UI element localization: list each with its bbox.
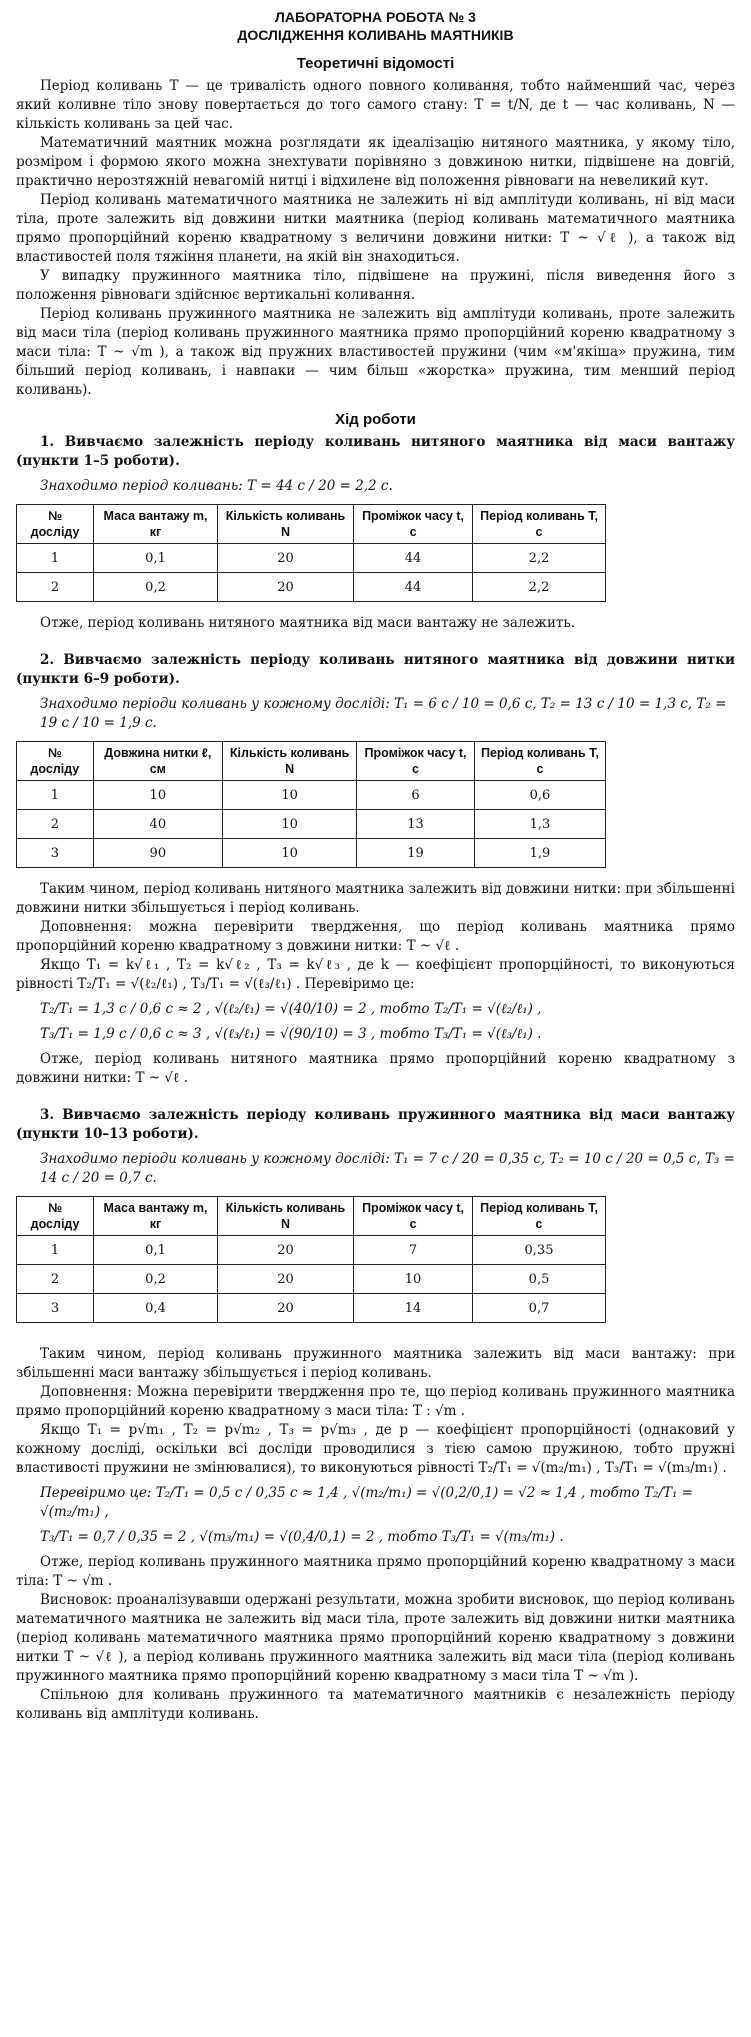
table-cell: 0,1	[94, 1236, 218, 1265]
theory-paragraph-period: Період коливань T — це тривалість одного повного коливання, тобто найменший час, через який коливне тіло знову повертається до того самого стану: T = t/N, де t — час коливань, N — кількість коливань за цей час.	[16, 78, 735, 132]
table-row	[17, 810, 606, 839]
table-header-row	[17, 505, 606, 544]
column-header: Кількість коливань N	[217, 505, 353, 544]
table-cell: 7	[354, 1236, 473, 1265]
step2-conclusion: Таким чином, період коливань нитяного маятника залежить від довжини нитки: при збільшенні довжини нитки збільшується і період коливань.	[16, 881, 735, 916]
table-cell: 40	[93, 810, 222, 839]
page-title: ЛАБОРАТОРНА РОБОТА № 3	[275, 9, 476, 25]
step3-hypothesis: Якщо T₁ = p√m₁ , T₂ = p√m₂ , T₃ = p√m₃ , де p — коефіцієнт пропорційності (однаковий у кожному досліді, оскільки всі досліди проводилися з тією самою пружиною, тобто пружні властивості пружини не змінювалися), то виконуються рівності T₂/T₁ = √(m₂/m₁) , T₃/T₁ = √(m₃/m₁) .	[16, 1422, 735, 1476]
table-row	[17, 1265, 606, 1294]
column-header: Проміжок часу t, с	[357, 742, 475, 781]
table-spring-mass	[16, 1196, 606, 1323]
column-header: Маса вантажу m, кг	[94, 505, 218, 544]
table-cell: 1	[17, 781, 94, 810]
table-row	[17, 573, 606, 602]
work-final-note: Спільною для коливань пружинного та математичного маятників є незалежність періоду коливань від амплітуди коливань.	[16, 1687, 735, 1722]
step2-check-1: T₂/T₁ = 1,3 с / 0,6 с ≈ 2 , √(ℓ₂/ℓ₁) = √(40/10) = 2 , тобто T₂/T₁ = √(ℓ₂/ℓ₁) ,	[40, 1001, 542, 1017]
table-cell: 20	[217, 1294, 353, 1323]
table-cell: 6	[357, 781, 475, 810]
table-cell: 13	[357, 810, 475, 839]
column-header: № досліду	[17, 505, 94, 544]
table-cell: 2	[17, 1265, 94, 1294]
step3-conclusion: Таким чином, період коливань пружинного маятника залежить від маси вантажу: при збільшенні маси вантажу збільшується і період коливань.	[16, 1346, 735, 1381]
column-header: Довжина нитки ℓ, см	[93, 742, 222, 781]
table-row	[17, 839, 606, 868]
table-cell: 14	[354, 1294, 473, 1323]
table-cell: 44	[354, 544, 473, 573]
table-cell: 1,9	[474, 839, 605, 868]
column-header: Маса вантажу m, кг	[94, 1197, 218, 1236]
step2-check-2: T₃/T₁ = 1,9 с / 0,6 с ≈ 3 , √(ℓ₃/ℓ₁) = √(90/10) = 3 , тобто T₃/T₁ = √(ℓ₃/ℓ₁) .	[40, 1026, 542, 1042]
step1-conclusion: Отже, період коливань нитяного маятника від маси вантажу не залежить.	[40, 615, 576, 631]
table-cell: 20	[217, 1236, 353, 1265]
step3-check-1: Перевіримо це: T₂/T₁ = 0,5 с / 0,35 с ≈ 1,4 , √(m₂/m₁) = √(0,2/0,1) = √2 ≈ 1,4 , тобто T₂/T₁ = √(m₂/m₁) ,	[40, 1485, 693, 1520]
table-row	[17, 1236, 606, 1265]
step2-formula: Знаходимо періоди коливань у кожному досліді: T₁ = 6 с / 10 = 0,6 с, T₂ = 13 с / 10 = 1,3 с, T₂ = 19 с / 10 = 1,9 с.	[40, 696, 727, 731]
table-cell: 19	[357, 839, 475, 868]
table-cell: 3	[17, 1294, 94, 1323]
table-cell: 0,7	[473, 1294, 606, 1323]
table-row	[17, 544, 606, 573]
theory-paragraph-math-pendulum: Математичний маятник можна розглядати як ідеалізацію нитяного маятника, у якому тіло, розміром і формою якого можна знехтувати порівняно з довжиною нитки, підвішене на довгій, практично нерозтяжній невагомій нитці і відхилене від положення рівноваги на невеликий кут.	[16, 135, 735, 189]
column-header: Період коливань T, с	[474, 742, 605, 781]
table-cell: 20	[217, 1265, 353, 1294]
work-heading: Хід роботи	[335, 411, 416, 428]
page-subtitle: ДОСЛІДЖЕННЯ КОЛИВАНЬ МАЯТНИКІВ	[237, 27, 514, 43]
theory-heading: Теоретичні відомості	[296, 55, 455, 72]
table-header-row	[17, 1197, 606, 1236]
step2-addition: Доповнення: можна перевірити твердження, що період коливань маятника прямо пропорційний кореню квадратному з довжини нитки: T ~ √ℓ .	[16, 919, 735, 954]
table-thread-length	[16, 741, 606, 868]
table-cell: 10	[222, 810, 356, 839]
table-cell: 2	[17, 810, 94, 839]
column-header: № досліду	[17, 1197, 94, 1236]
column-header: Період коливань T, с	[473, 1197, 606, 1236]
table-cell: 10	[354, 1265, 473, 1294]
column-header: Кількість коливань N	[217, 1197, 353, 1236]
table-cell: 0,2	[94, 1265, 218, 1294]
step3-final: Отже, період коливань пружинного маятника прямо пропорційний кореню квадратному з маси тіла: T ~ √m .	[16, 1554, 735, 1589]
table-cell: 1	[17, 1236, 94, 1265]
step2-final: Отже, період коливань нитяного маятника прямо пропорційний кореню квадратному з довжини нитки: T ~ √ℓ .	[16, 1051, 735, 1086]
theory-paragraph-spring-pendulum: У випадку пружинного маятника тіло, підвішене на пружині, після виведення його з положення рівноваги здійснює вертикальні коливання.	[16, 268, 735, 303]
step1-formula: Знаходимо період коливань: T = 44 с / 20 = 2,2 с.	[40, 478, 393, 494]
column-header: Період коливань T, с	[473, 505, 606, 544]
table-cell: 2,2	[473, 544, 606, 573]
step3-addition: Доповнення: Можна перевірити твердження про те, що період коливань пружинного маятника прямо пропорційний кореню квадратному з маси тіла: T : √m .	[16, 1384, 735, 1419]
table-cell: 0,6	[474, 781, 605, 810]
column-header: № досліду	[17, 742, 94, 781]
table-cell: 0,2	[94, 573, 218, 602]
step3-title: 3. Вивчаємо залежність періоду коливань пружинного маятника від маси вантажу (пункти 10–13 роботи).	[16, 1107, 735, 1142]
table-row	[17, 1294, 606, 1323]
step2-title: 2. Вивчаємо залежність періоду коливань нитяного маятника від довжини нитки (пункти 6–9 роботи).	[16, 652, 735, 687]
table-cell: 10	[222, 839, 356, 868]
table-cell: 3	[17, 839, 94, 868]
step3-formula: Знаходимо періоди коливань у кожному досліді: T₁ = 7 с / 20 = 0,35 с, T₂ = 10 с / 20 = 0,5 с, T₃ = 14 с / 20 = 0,7 с.	[40, 1151, 735, 1186]
table-cell: 0,1	[94, 544, 218, 573]
column-header: Проміжок часу t, с	[354, 1197, 473, 1236]
table-cell: 0,5	[473, 1265, 606, 1294]
table-cell: 0,35	[473, 1236, 606, 1265]
table-thread-mass	[16, 504, 606, 602]
table-cell: 90	[93, 839, 222, 868]
theory-paragraph-math-period: Період коливань математичного маятника не залежить ні від амплітуди коливань, ні від маси тіла, проте залежить від довжини нитки маятника (період коливань математичного маятника прямо пропорційний кореню квадратному з величини довжини нитки: T ~ √ℓ ), а також від властивостей поля тяжіння планети, на якій він знаходиться.	[16, 192, 735, 265]
table-cell: 0,4	[94, 1294, 218, 1323]
work-conclusion: Висновок: проаналізувавши одержані результати, можна зробити висновок, що період коливань математичного маятника не залежить від маси тіла, проте залежить від довжини нитки маятника (період коливань математичного маятника прямо пропорційний кореню квадратному з довжини нитки T ~ √ℓ ), а період коливань пружинного маятника залежить від маси тіла (період коливань пружинного маятника прямо пропорційний кореню квадратному з маси тіла T ~ √m ).	[16, 1592, 735, 1684]
table-cell: 10	[93, 781, 222, 810]
table-cell: 2,2	[473, 573, 606, 602]
step3-check-2: T₃/T₁ = 0,7 / 0,35 = 2 , √(m₃/m₁) = √(0,4/0,1) = 2 , тобто T₃/T₁ = √(m₃/m₁) .	[40, 1529, 564, 1545]
table-cell: 20	[217, 544, 353, 573]
table-cell: 10	[222, 781, 356, 810]
table-row	[17, 781, 606, 810]
step2-hypothesis: Якщо T₁ = k√ℓ₁ , T₂ = k√ℓ₂ , T₃ = k√ℓ₃ , де k — коефіцієнт пропорційності, то виконуються рівності T₂/T₁ = √(ℓ₂/ℓ₁) , T₃/T₁ = √(ℓ₃/ℓ₁) . Перевіримо це:	[16, 957, 735, 992]
table-cell: 20	[217, 573, 353, 602]
step1-title: 1. Вивчаємо залежність періоду коливань нитяного маятника від маси вантажу (пункти 1–5 роботи).	[16, 434, 735, 469]
table-cell: 1,3	[474, 810, 605, 839]
column-header: Кількість коливань N	[222, 742, 356, 781]
theory-paragraph-spring-period: Період коливань пружинного маятника не залежить від амплітуди коливань, проте залежить від маси тіла (період коливань пружинного маятника прямо пропорційний кореню квадратному з маси тіла: T ~ √m ), а також від пружних властивостей пружини (чим «м'якіша» пружина, тим більший період коливань, і навпаки — чим більш «жорстка» пружина, тим менший період коливань).	[16, 306, 735, 398]
table-cell: 1	[17, 544, 94, 573]
table-cell: 2	[17, 573, 94, 602]
column-header: Проміжок часу t, с	[354, 505, 473, 544]
table-header-row	[17, 742, 606, 781]
table-cell: 44	[354, 573, 473, 602]
